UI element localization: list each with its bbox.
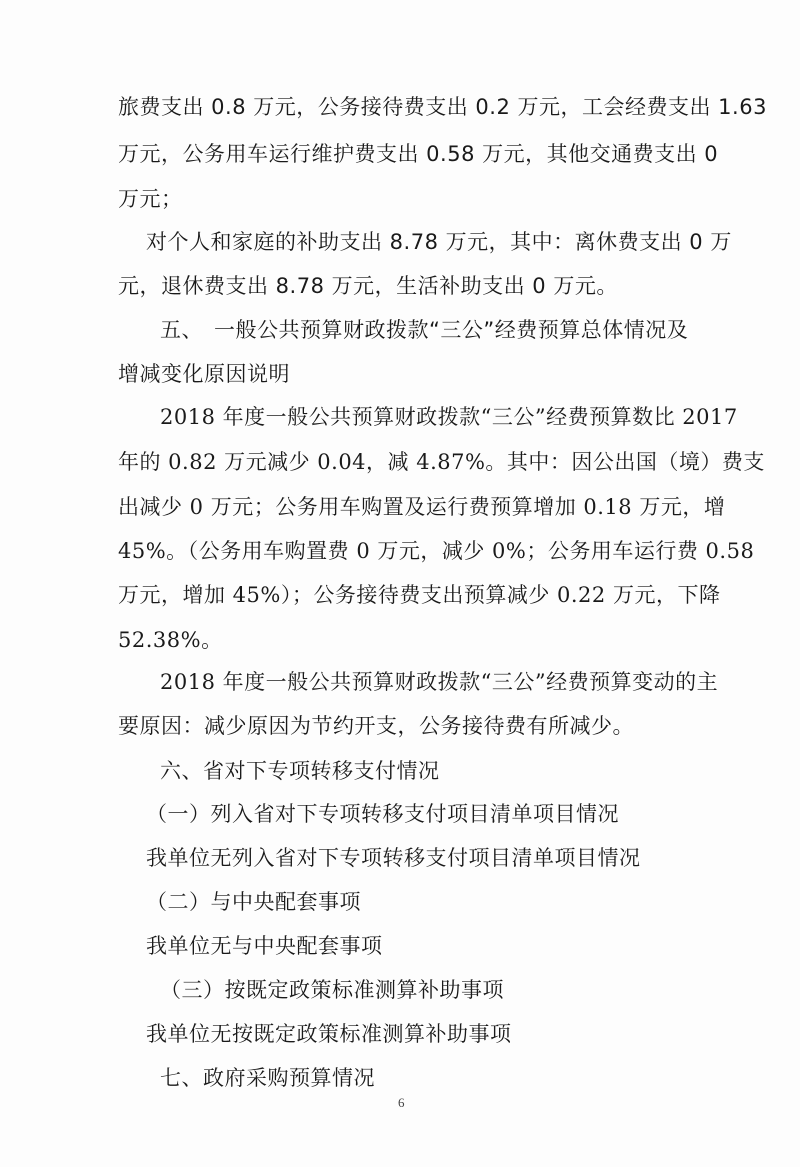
section-heading-6: 六、省对下专项转移支付情况 xyxy=(160,759,440,783)
text-line-20: 我单位无与中央配套事项 xyxy=(146,934,383,958)
text-line-13: 52.38%。 xyxy=(118,628,223,652)
text-line-15: 要原因：减少原因为节约开支，公务接待费有所减少。 xyxy=(118,714,634,738)
text-line-2: 万元，公务用车运行维护费支出 0.58 万元，其他交通费支出 0 xyxy=(118,142,719,166)
text-line-4: 对个人和家庭的补助支出 8.78 万元，其中：离休费支出 0 万 xyxy=(146,230,732,254)
text-line-11: 45%。（公务用车购置费 0 万元，减少 0%；公务用车运行费 0.58 xyxy=(118,539,755,563)
page-number: 6 xyxy=(398,1095,405,1110)
subsection-heading-6-1: （一）列入省对下专项转移支付项目清单项目情况 xyxy=(146,802,619,826)
text-line-8: 2018 年度一般公共预算财政拨款“三公”经费预算数比 2017 xyxy=(160,405,738,429)
subsection-heading-6-2: （二）与中央配套事项 xyxy=(146,890,361,914)
text-line-9: 年的 0.82 万元减少 0.04，减 4.87%。其中：因公出国（境）费支 xyxy=(118,450,765,474)
text-line-1: 旅费支出 0.8 万元，公务接待费支出 0.2 万元，工会经费支出 1.63 xyxy=(118,95,767,119)
text-line-18: 我单位无列入省对下专项转移支付项目清单项目情况 xyxy=(146,846,641,870)
text-line-5: 元，退休费支出 8.78 万元，生活补助支出 0 万元。 xyxy=(118,274,618,298)
section-heading-7: 七、政府采购预算情况 xyxy=(160,1066,375,1090)
text-line-22: 我单位无按既定政策标准测算补助事项 xyxy=(146,1022,512,1046)
section-heading-5-cont: 增减变化原因说明 xyxy=(118,362,290,386)
section-heading-5: 五、 一般公共预算财政拨款“三公”经费预算总体情况及 xyxy=(160,318,689,342)
text-line-3: 万元； xyxy=(118,187,183,211)
text-line-10: 出减少 0 万元；公务用车购置及运行费预算增加 0.18 万元，增 xyxy=(118,495,726,519)
subsection-heading-6-3: （三）按既定政策标准测算补助事项 xyxy=(160,978,504,1002)
text-line-12: 万元，增加 45%）；公务接待费支出预算减少 0.22 万元，下降 xyxy=(118,583,721,607)
text-line-14: 2018 年度一般公共预算财政拨款“三公”经费预算变动的主 xyxy=(160,670,719,694)
